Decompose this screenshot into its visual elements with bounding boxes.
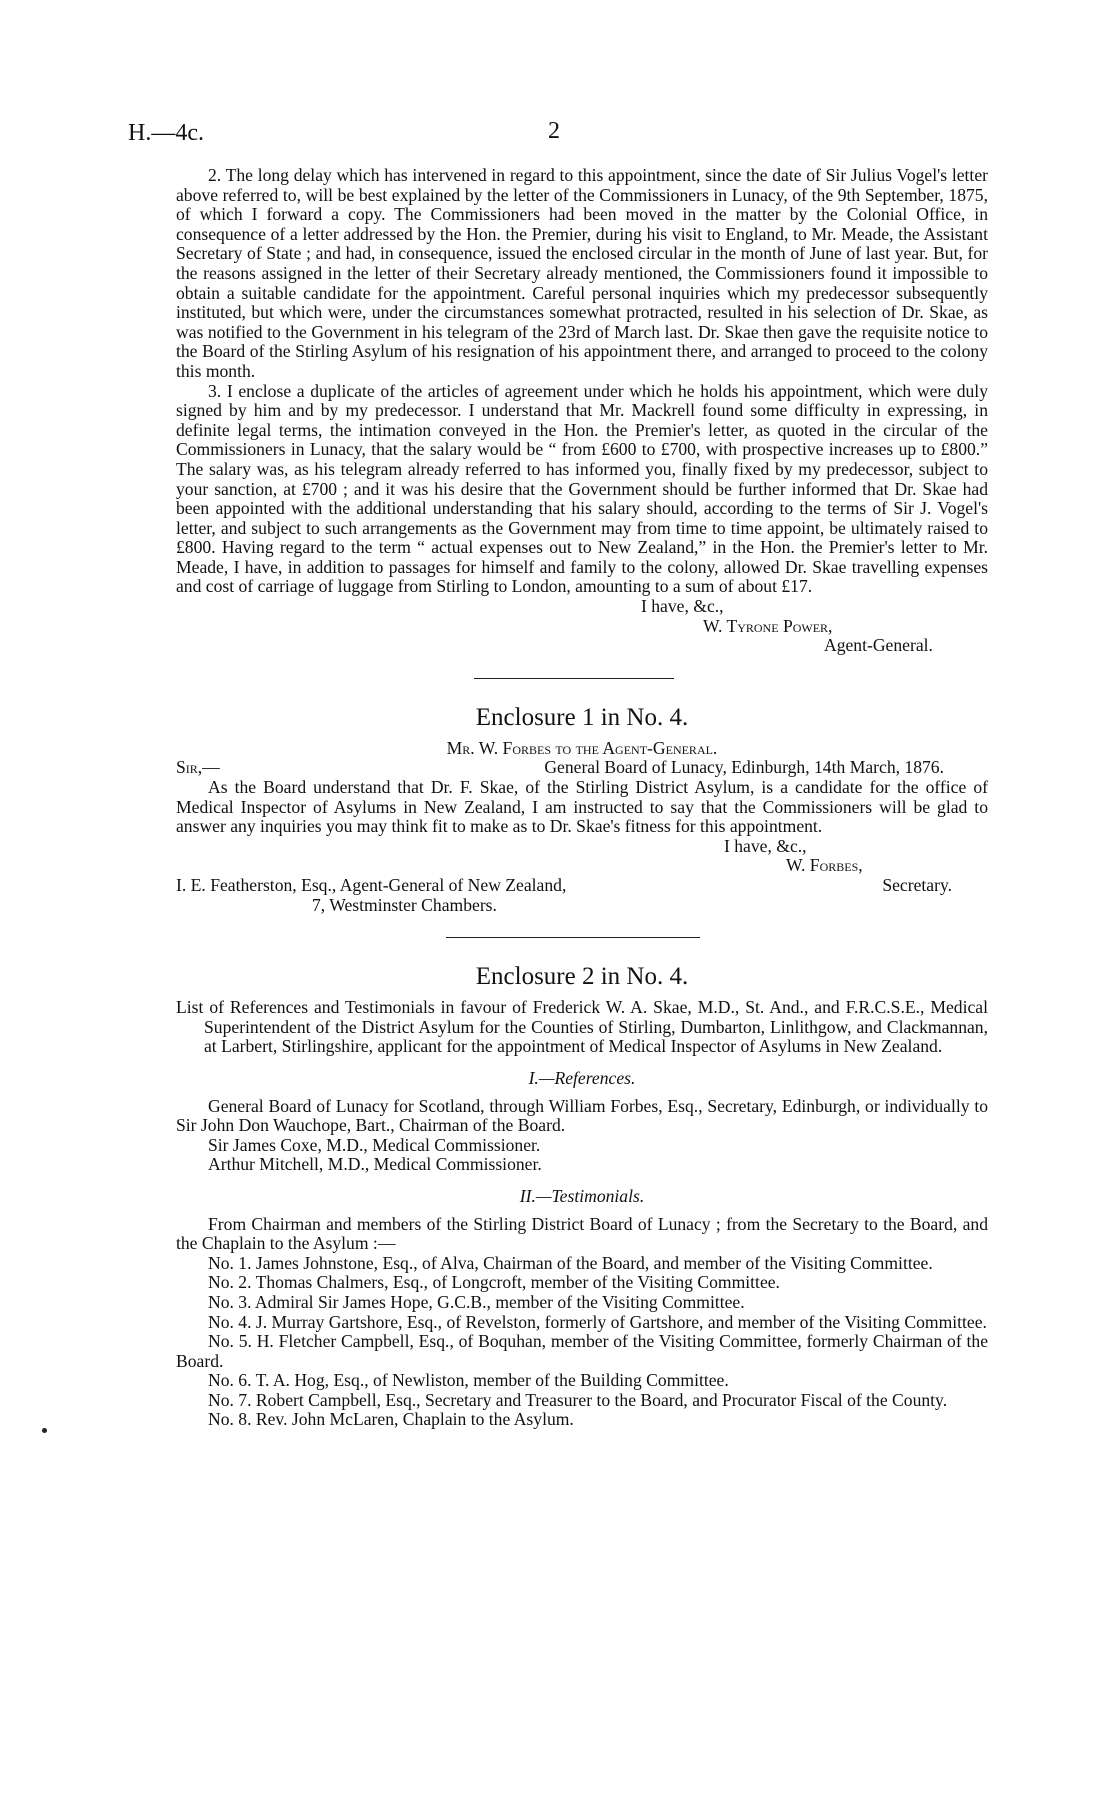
letter-signature-title: Agent-General. bbox=[824, 635, 933, 656]
letter-signature: W. Tyrone Power, bbox=[703, 615, 833, 636]
testimonial-item: No. 8. Rev. John McLaren, Chaplain to the Asylum. bbox=[208, 1409, 574, 1430]
section-divider bbox=[446, 937, 700, 938]
enclosure-1-address: 7, Westminster Chambers. bbox=[312, 894, 497, 915]
enclosure-1-signature: W. Forbes, bbox=[786, 855, 863, 876]
testimonials-title: II.—Testimonials. bbox=[519, 1185, 645, 1206]
letter-paragraph-2: 2. The long delay which has intervened in regard to this appointment, since the date of Sir Julius Vogel's letter above referred to, will be best explained by the letter of the Commissioners in Lunacy, of the 9th September, 1875, of which I forward a copy. The Commissioners had been moved in the matter by the Colonial Office, in consequence of a letter addressed by the Hon. the Premier, during his visit to England, to Mr. Meade, the Assistant Secretary of State ; and had, in consequence, issued the enclosed circular in the month of June of last year. But, for the reasons assigned in the letter of their Secretary already mentioned, the Commissioners found it impossible to obtain a suitable candidate for the appointment. Careful personal inquiries which my predecessor subsequently instituted, but which were, under the circumstances somewhat protracted, resulted in his selection of Dr. Skae, as was notified to the Government in his telegram of the 23rd of March last. Dr. Skae then gave the requisite notice to the Board of the Stirling Asylum of his resignation of his appointment there, and arranged to proceed to the colony this month. bbox=[176, 165, 988, 381]
margin-dot bbox=[42, 1428, 47, 1433]
document-reference: H.—4c. bbox=[128, 120, 204, 146]
enclosure-1-from-to: Mr. W. Forbes to the Agent-General. bbox=[446, 737, 718, 758]
enclosure-1-addressee-row bbox=[176, 876, 988, 896]
reference-item: Arthur Mitchell, M.D., Medical Commissioner. bbox=[208, 1154, 542, 1175]
section-divider bbox=[474, 678, 674, 679]
enclosure-1-closing: I have, &c., bbox=[724, 835, 807, 856]
testimonial-item: No. 3. Admiral Sir James Hope, G.C.B., member of the Visiting Committee. bbox=[208, 1291, 745, 1312]
testimonial-item: No. 5. H. Fletcher Campbell, Esq., of Boquhan, member of the Visiting Committee, formerly Chairman of the Board. bbox=[176, 1331, 988, 1371]
enclosure-2-intro: List of References and Testimonials in favour of Frederick W. A. Skae, M.D., St. And., and F.R.C.S.E., Medical Superintendent of the District Asylum for the Counties of Stirling, Dumbarton, Linlithgow, and Clackmannan, at Larbert, Stirlingshire, applicant for the appointment of Medical Inspector of Asylums in New Zealand. bbox=[176, 997, 988, 1057]
testimonial-item: No. 1. James Johnstone, Esq., of Alva, Chairman of the Board, and member of the Visiting Committee. bbox=[208, 1252, 933, 1273]
enclosure-1-salutation: Sir,— bbox=[176, 757, 220, 778]
enclosure-1-body: As the Board understand that Dr. F. Skae, of the Stirling District Asylum, is a candidate for the office of Medical Inspector of Asylums in New Zealand, I am instructed to say that the Commissioners will be glad to answer any inquiries you may think fit to make as to Dr. Skae's fitness for this appointment. bbox=[176, 777, 988, 837]
page-content bbox=[176, 166, 988, 1430]
enclosure-1-signature-title: Secretary. bbox=[882, 875, 952, 895]
letter-paragraph-3: 3. I enclose a duplicate of the articles of agreement under which he holds his appointment, which were duly signed by him and by my predecessor. I understand that Mr. Mackrell found some difficulty in expressing, in definite legal terms, the intimation conveyed in the Hon. the Premier's letter, as quoted in the circular of the Commissioners in Lunacy, that the salary would be “ from £600 to £700, with prospective increases up to £800.” The salary was, as his telegram already referred to has informed you, finally fixed by my predecessor, subject to your sanction, at £700 ; and it was his desire that the Government should be further informed that Dr. Skae had been appointed with the additional understanding that his salary should, according to the terms of Sir J. Vogel's letter, and subject to such arrangements as the Government may from time to time appoint, be ultimately raised to £800. Having regard to the term “ actual expenses out to New Zealand,” in the Hon. the Premier's letter to Mr. Meade, I have, in addition to passages for himself and family to the colony, allowed Dr. Skae travelling expenses and cost of carriage of luggage from Stirling to London, amounting to a sum of about £17. bbox=[176, 380, 988, 597]
enclosure-1-salutation-row bbox=[176, 758, 988, 778]
letter-closing: I have, &c., bbox=[641, 596, 724, 617]
reference-item: General Board of Lunacy for Scotland, through William Forbes, Esq., Secretary, Edinburgh, or individually to Sir John Don Wauchope, Bart., Chairman of the Board. bbox=[176, 1095, 988, 1136]
testimonial-item: No. 7. Robert Campbell, Esq., Secretary and Treasurer to the Board, and Procurator Fiscal of the County. bbox=[208, 1389, 948, 1410]
testimonials-intro: From Chairman and members of the Stirling District Board of Lunacy ; from the Secretary to the Board, and the Chaplain to the Asylum :— bbox=[176, 1213, 988, 1254]
enclosure-1-heading: Enclosure 1 in No. 4. bbox=[475, 703, 689, 731]
reference-item: Sir James Coxe, M.D., Medical Commissioner. bbox=[208, 1134, 541, 1155]
references-title: I.—References. bbox=[528, 1067, 636, 1088]
enclosure-1-addressee: I. E. Featherston, Esq., Agent-General of New Zealand, bbox=[176, 875, 567, 895]
page-number: 2 bbox=[548, 118, 560, 144]
enclosure-1-date-line: General Board of Lunacy, Edinburgh, 14th March, 1876. bbox=[544, 757, 944, 778]
enclosure-2-heading: Enclosure 2 in No. 4. bbox=[475, 963, 689, 991]
testimonial-item: No. 6. T. A. Hog, Esq., of Newliston, member of the Building Committee. bbox=[208, 1370, 729, 1391]
testimonial-item: No. 2. Thomas Chalmers, Esq., of Longcroft, member of the Visiting Committee. bbox=[208, 1272, 780, 1293]
testimonial-item: No. 4. J. Murray Gartshore, Esq., of Revelston, formerly of Gartshore, and member of the Visiting Committee. bbox=[208, 1311, 987, 1332]
